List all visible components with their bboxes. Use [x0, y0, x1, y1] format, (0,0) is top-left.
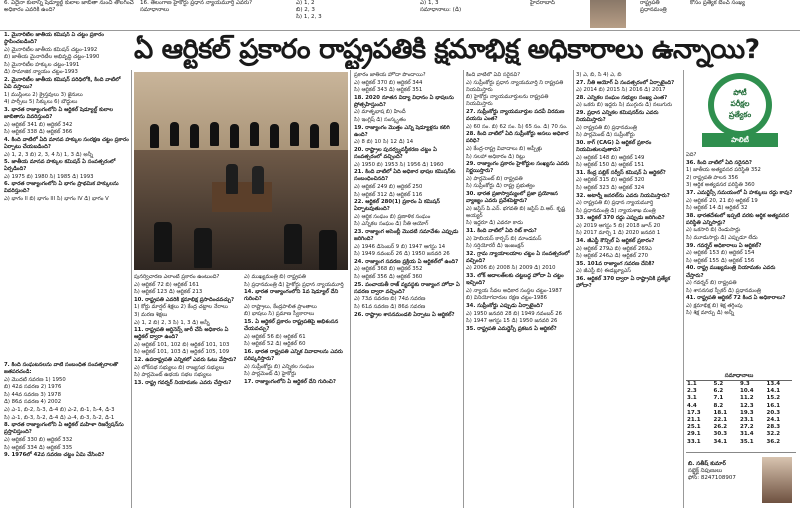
photo-speaker — [252, 166, 264, 194]
option-text: సి) ఆర్టికల్ 101, 103 డి) ఆర్టికల్ 105, 109 — [134, 349, 230, 356]
question-text: 5. జాతీయ మానవ హక్కుల కమిషన్ ఏ సంవత్సరంలో ఏర్పడింది? — [4, 159, 116, 173]
option-text: ఎ) ఆర్టికల్ 341 బి) ఆర్టికల్ 342 — [4, 121, 73, 128]
option-text: 2) రాష్ట్రపతి పాలన 356 — [686, 174, 739, 181]
author-phone: ఫోన్: 8247108907 — [688, 475, 736, 481]
column-4 — [466, 72, 571, 506]
answer-cell: 14.1 — [766, 388, 781, 395]
answer-row — [686, 395, 792, 402]
option-text: ఎ) ఆర్టికల్ 368 బి) ఆర్టికల్ 352 — [354, 266, 423, 273]
answer-cell: 19.3 — [740, 409, 754, 416]
question-text: 36. కింది వాటిలో ఏది సరైనది? — [686, 159, 752, 166]
option-text: 4) పార్సీలు 5) సిక్కులు 6) బౌద్ధులు — [4, 99, 78, 106]
photo-figure — [190, 124, 199, 148]
answer-cell: 21.1 — [687, 417, 701, 424]
option-text: ఎ) ఆర్టికల్ 148 బి) ఆర్టికల్ 149 — [576, 154, 645, 161]
question-text: 17. రాజ్యాంగంలోని ఏ ఆర్టికల్ దేని గురించి? — [244, 378, 336, 385]
answer-key-title: సమాధానాలు — [686, 372, 792, 381]
option-text: ఎ) మైనారిటీల జాతీయ కమిషన్ చట్టం-1992 — [4, 46, 98, 53]
question-text: 28. కింది వాటిలో ఏది సుప్రీంకోర్టు అసలు అధికార పరిధి? — [466, 131, 569, 145]
question-text: 14. భారత రాజ్యాంగంలోని 1వ షెడ్యూల్ దేని గురించి? — [244, 289, 339, 303]
question-text: 31. కేంద్ర పబ్లిక్ సర్వీస్ కమిషన్ ఏ ఆర్టికల్? — [576, 169, 666, 176]
answer-row — [686, 431, 792, 438]
option-text: ఎ) ఆర్టికల్ 20, 21 బి) ఆర్టికల్ 19 — [686, 197, 758, 204]
option-text: ఎ) 1975 బి) 1980 సి) 1985 డి) 1993 — [4, 173, 94, 180]
answer-cell: 22.1 — [713, 417, 728, 424]
option-text: ఎ) 2014 బి) 2015 సి) 2016 డి) 2017 — [576, 87, 666, 94]
answer-cell: 20.3 — [766, 409, 781, 416]
option-text: సి) ఆర్టికల్ 338 డి) ఆర్టికల్ 366 — [4, 129, 73, 136]
option-text: ఎ) హెబియస్ కార్పస్ బి) మాండమస్ — [466, 235, 542, 242]
question-text: 33. ఆర్టికల్ 370 రద్దు ఎప్పుడు జరిగింది? — [576, 215, 665, 222]
top-col-1: 6. ఏదైనా కులాన్ని షెడ్యూల్డ్ కులాల జాబితా నుంచి తొలగించే అధికారం ఎవరికి ఉంది? — [4, 0, 134, 13]
option-text: ఎ) మాతృభాష బి) హిందీ — [354, 109, 406, 116]
question-text: 29. రాజ్యాంగం ప్రకారం హైకోర్టుల సంఖ్యను ఎవరు నిర్ణయిస్తారు? — [466, 161, 570, 175]
column-rule — [573, 70, 574, 508]
question-text: 6. భారత రాజ్యాంగంలోని ఏ భాగం ప్రాథమిక హక్కులను వివరిస్తుంది? — [4, 181, 119, 195]
courtroom-photo — [134, 72, 348, 270]
question-text: 4. కింది వాటిలో ఏది మానవ హక్కుల సంరక్షణ చట్టం ప్రకారం ఏర్పాటు చేయబడింది? — [4, 136, 129, 150]
answer-cell: 12.3 — [740, 402, 754, 409]
option-text: సి) 1947 ఆగస్టు 15 డి) 1950 జనవరి 26 — [466, 318, 558, 325]
photo-audience — [319, 230, 337, 270]
answer-row — [686, 403, 792, 410]
option-text: ఎ) ఆర్టికల్ 330 బి) ఆర్టికల్ 332 — [4, 436, 73, 443]
option-text: సి) ఎన్నికల సంఘం డి) నీతి ఆయోగ్ — [354, 221, 429, 228]
option-text: ఎ) రాష్ట్రాలు, కేంద్రపాలిత ప్రాంతాలు — [244, 303, 317, 310]
answer-row — [686, 417, 792, 424]
option-text: సి) ఆర్టికల్ 312 డి) ఆర్టికల్ 116 — [354, 191, 423, 198]
answer-cell: 2.3 — [687, 388, 697, 395]
question-text: 32. అటార్నీ జనరల్‌ను ఎవరు నియమిస్తారు? — [576, 192, 670, 199]
option-text: బి) హైకోర్టు న్యాయమూర్తులను రాష్ట్రపతి నియమిస్తారు — [466, 94, 549, 108]
top-col-6: రాష్ట్రపతి ప్రధానమంత్రి — [640, 0, 667, 13]
answer-cell: 23.1 — [740, 417, 754, 424]
question-text: 23. రాజ్యాంగ అసెంబ్లీ మొదటి సమావేశం ఎప్పుడు జరిగింది? — [354, 228, 459, 243]
question-text: 3. భారత రాజ్యాంగంలోని ఏ ఆర్టికల్ షెడ్యూల్డ్ కులాల జాబితాను వివరిస్తుంది? — [4, 106, 113, 121]
option-text: 1) జాతీయ అత్యవసర పరిస్థితి 352 — [686, 167, 761, 174]
question-text: 1. మైనారిటీల జాతీయ కమిషన్ ఏ చట్టం ప్రకారం స్థాపించబడింది? — [4, 32, 104, 46]
option-text: 3) మరణ శిక్షలు — [134, 311, 168, 318]
column-5 — [576, 72, 681, 506]
top-col-4: ఎ) 1, 3 సమాధానాలు: (డి) — [420, 0, 462, 13]
option-text: సి) మూడుసార్లు డి) ఎప్పుడూ లేదు — [686, 235, 758, 242]
photo-figure — [170, 122, 179, 146]
option-text: ఎ) ఎ-1, బి-2, సి-3, డి-4 బి) ఎ-2, బి-1, సి-4, డి-3 — [4, 407, 115, 414]
question-text: 25. పంచాయతీ రాజ్ వ్యవస్థకు రాజ్యాంగ హోదా ఏ సవరణ ద్వారా వచ్చింది? — [354, 281, 460, 295]
question-text: 10. రాష్ట్రపతి ఎవరికి క్షమాభిక్ష ప్రసాదించవచ్చు? — [134, 296, 235, 303]
option-text: ఎ) రాష్ట్రపతి బి) ప్రధానమంత్రి — [576, 124, 637, 131]
option-text: సి) శాసనసభ స్పీకర్ డి) ప్రధానమంత్రి — [686, 287, 761, 294]
option-text: సి) ఆర్టికల్ 334 డి) ఆర్టికల్ 335 — [4, 444, 73, 451]
badge-text: పోటీ పరీక్షల ప్రత్యేకం — [728, 88, 752, 119]
column-6 — [686, 152, 794, 368]
option-text: ఎ) ఒకసారి బి) రెండుసార్లు — [686, 227, 741, 234]
option-text: సి) పార్లమెంట్ ఉభయ సభల సభ్యులు — [134, 372, 212, 379]
question-text: 7. కింది సంఘటనలను వాటి సంబంధిత సంవత్సరాలతో జతపరచండి: — [4, 362, 119, 376]
answer-cell: 13.4 — [766, 381, 781, 387]
question-text: 35. 101వ రాజ్యాంగ సవరణ దేనికి? — [576, 260, 655, 267]
photo-figure — [310, 124, 319, 148]
answer-row — [686, 381, 792, 388]
option-text: ఎ) సుప్రీంకోర్టు ప్రధాన న్యాయమూర్తి ని రాష్ట్రపతి నియమిస్తారు — [466, 79, 564, 93]
question-text: 36. ఆర్టికల్ 370 ద్వారా ఏ రాష్ట్రానికి ప్రత్యేక హోదా? — [576, 276, 671, 290]
answer-cell: 25.1 — [687, 424, 701, 431]
option-text: సి) మైనారిటీల హక్కుల చట్టం-1991 — [4, 61, 80, 68]
question-text: 33. లోక్ అదాలత్‌లకు చట్టబద్ధ హోదా ఏ చట్టం ఇచ్చింది? — [466, 273, 564, 287]
question-text: 21. కింది వాటిలో ఏది అధికార భాషల కమిషన్‌కు సంబంధించినది? — [354, 169, 456, 183]
option-text: సి) ఆర్టికల్ 52 డి) ఆర్టికల్ 60 — [244, 341, 306, 348]
option-text: సి) ఆర్టికల్ 150 డి) ఆర్టికల్ 151 — [576, 162, 645, 169]
question-text: 32. గ్రామ న్యాయాలయాల చట్టం ఏ సంవత్సరంలో వచ్చింది? — [466, 250, 570, 264]
photo-figure — [270, 124, 279, 148]
answer-cell: 4.4 — [687, 402, 697, 409]
option-text: ఎ) 60 సం. బి) 62 సం. సి) 65 సం. డి) 70 సం. — [466, 123, 568, 130]
photo-figure — [290, 122, 299, 146]
option-text: సి) ఆర్టికల్ 155 డి) ఆర్టికల్ 156 — [686, 257, 755, 264]
question-text: 13. రాష్ట్ర గవర్నర్ నియామకం ఎవరు చేస్తారు? — [134, 379, 232, 386]
answer-cell: 31.4 — [740, 431, 754, 438]
option-text: బి) జాతీయ మైనారిటీల అభివృద్ధి చట్టం-1990 — [4, 54, 100, 61]
answer-cell: 10.4 — [740, 388, 754, 395]
option-text: సి) సలహా అధికారం డి) రిట్లు — [466, 153, 525, 160]
top-col-3: ఎ) 1, 2 బి) 2, 3 సి) 1, 2, 3 — [296, 0, 322, 20]
option-text: ఎ) 73వ సవరణ బి) 74వ సవరణ — [354, 296, 426, 303]
top-col-2: 16. తెలంగాణ హైకోర్టు ప్రధాన న్యాయమూర్తి ఎవరు? సమాధానాలు — [140, 0, 253, 13]
question-text: 16. భారత రాష్ట్రపతి ఎన్నిక వివాదాలను ఎవరు పరిష్కరిస్తారు? — [244, 348, 343, 363]
question-text: 28. ఎన్నికల సంఘం సభ్యుల సంఖ్య ఎంత? — [576, 94, 668, 101]
photo-figure — [230, 124, 239, 148]
question-text: 35. రాష్ట్రపతి ఎమర్జెన్సీ ప్రకటన ఏ ఆర్టికల్? — [466, 325, 557, 332]
answer-cell: 8.2 — [713, 402, 724, 409]
column-rule — [683, 70, 684, 508]
option-text: సి) ఆర్టికల్ 14 డి) ఆర్టికల్ 32 — [686, 205, 748, 212]
question-text: 38. భారతదేశంలో ఇప్పటి వరకు ఆర్థిక అత్యవసర పరిస్థితి ఎన్నిసార్లు? — [686, 212, 789, 226]
option-text: ఎ) 8 బి) 10 సి) 12 డి) 14 — [354, 139, 414, 146]
option-text: బి) భాషలు సి) ప్రమాణ స్వీకారాలు — [244, 311, 315, 318]
option-text: ఎ) ఆర్థిక సంఘం బి) ప్రణాళిక సంఘం — [354, 213, 431, 220]
option-text: సి) పార్లమెంట్ డి) హైకోర్టు — [244, 371, 297, 378]
option-text: డి) 86వ సవరణ 4) 2002 — [4, 399, 62, 406]
option-text: సి) ఎ-1, బి-3, సి-2, డి-4 డి) ఎ-4, బి-3, సి-2, డి-1 — [4, 414, 115, 421]
option-text: సి) ప్రధానమంత్రి డి) న్యాయశాఖ మంత్రి — [576, 207, 656, 214]
question-text: 8. భారత రాజ్యాంగంలోని ఏ ఆర్టికల్ మహిళా రిజర్వేషన్‌ను ప్రస్తావిస్తుంది? — [4, 422, 124, 436]
option-text: ప్రకారం జాతీయ హోదా పొందాయి? — [354, 72, 426, 78]
answer-cell: 33.1 — [687, 438, 701, 445]
question-text: 9. 1976లో 42వ సవరణ చట్టం ఏమి చేసింది? — [4, 452, 105, 459]
option-text: ఎ) జస్టిస్ పి.ఎన్. భగవతి బి) జస్టిస్ వి.ఆర్. కృష్ణ అయ్యర్ — [466, 205, 566, 219]
option-text: ఎ) ఆర్టికల్ 153 బి) ఆర్టికల్ 154 — [686, 250, 755, 257]
author-box — [686, 452, 796, 507]
question-text: 20. రాష్ట్రాల పునర్వ్యవస్థీకరణ చట్టం ఏ సంవత్సరంలో వచ్చింది? — [354, 146, 437, 161]
option-text: సి) ఇద్దరూ డి) ఎవరూ కాదు — [466, 220, 523, 227]
option-text: సి) ఆర్టికల్ 123 డి) ఆర్టికల్ 213 — [134, 289, 203, 296]
option-text: 3) ఆర్థిక అత్యవసర పరిస్థితి 360 — [686, 182, 755, 189]
option-text: ఎ) ఆర్టికల్ 72 బి) ఆర్టికల్ 161 — [134, 281, 200, 288]
answer-cell: 6.2 — [713, 388, 724, 395]
photo-audience — [194, 228, 212, 268]
option-text: ఎ) 1, 2, 3 బి) 2, 3, 4 సి) 1, 3 డి) అన్నీ — [4, 151, 94, 158]
option-text: ఎ) 2019 ఆగస్టు 5 బి) 2018 జూన్ 20 — [576, 222, 661, 229]
polity-badge — [700, 73, 780, 149]
option-text: ఎ) ఆర్టికల్ 101, 102 బి) ఆర్టికల్ 101, 103 — [134, 341, 230, 348]
option-text: సి) ఆర్టికల్ 246ఎ డి) ఆర్టికల్ 270 — [576, 253, 648, 260]
answer-cell: 1.1 — [687, 381, 697, 387]
option-text: ఎ) న్యాయ సేవల అధికార సంస్థల చట్టం-1987 — [466, 287, 563, 294]
answer-cell: 5.2 — [713, 381, 724, 387]
option-text: సి) సర్షియోరరీ డి) ఇంజంక్షన్ — [466, 243, 524, 250]
answer-cell: 29.1 — [687, 431, 701, 438]
option-text: సి) సుప్రీంకోర్టు డి) రాష్ట్ర ప్రభుత్వం — [466, 183, 535, 190]
column-3 — [354, 72, 461, 506]
option-text: ఎ) 1950 బి) 1953 సి) 1956 డి) 1960 — [354, 161, 444, 168]
option-text: ఎ) ఆర్టికల్ 315 బి) ఆర్టికల్ 320 — [576, 177, 645, 184]
question-text: 30. కాగ్ (CAG) ఏ ఆర్టికల్ ప్రకారం నియమితులవుతారు? — [576, 139, 652, 153]
answer-cell: 34.1 — [713, 438, 728, 445]
option-text: బి) వినియోగదారుల రక్షణ చట్టం-1986 — [466, 295, 547, 302]
column-rule — [463, 70, 464, 508]
answer-cell: 17.3 — [687, 409, 701, 416]
answer-cell: 36.2 — [766, 438, 781, 445]
question-text: 29. ప్రధాన ఎన్నికల కమిషనర్‌ను ఎవరు నియమిస్తారు? — [576, 109, 659, 124]
answer-cell: 26.2 — [713, 424, 728, 431]
option-text: సి) 1949 నవంబర్ 26 డి) 1950 జనవరి 26 — [354, 251, 450, 258]
question-text: 22. ఆర్టికల్ 280(1) ప్రకారం ఏ కమిషన్ ఏర్పాటవుతుంది? — [354, 199, 440, 213]
option-text: కింది వాటిలో ఏవి సరైనవి? — [466, 72, 521, 78]
column-rule — [350, 70, 351, 508]
option-text: సి) 44వ సవరణ 3) 1978 — [4, 391, 61, 398]
question-text: 39. గవర్నర్ అధికారాలు ఏ ఆర్టికల్? — [686, 242, 762, 249]
option-text: సి) 61వ సవరణ డి) 86వ సవరణ — [354, 303, 426, 310]
option-text: ఎ) కేంద్ర-రాష్ట్ర వివాదాలు బి) అప్పీళ్లు — [466, 145, 543, 152]
column-2 — [134, 274, 348, 506]
top-col-7: కోసం ప్రత్యేక బెంచ్ సంఖ్య — [690, 0, 745, 6]
option-text: ఎ) భాగం II బి) భాగం III సి) భాగం IV డి) భాగం V — [4, 196, 109, 203]
answer-cell: 11.2 — [740, 395, 754, 402]
option-text: ఎ) రాష్ట్రపతి బి) ప్రధాన న్యాయమూర్తి — [576, 200, 654, 207]
question-text: 26. రాష్ట్రాల శాసనమండలి ఏర్పాటు ఏ ఆర్టికల్? — [354, 311, 455, 318]
option-text: ఎ) క్షమాభిక్ష బి) శిక్ష తగ్గింపు — [686, 302, 743, 309]
question-text: 37. ఎమర్జెన్సీ సమయంలో ఏ హక్కులు రద్దు కావు? — [686, 189, 793, 196]
author-name: బి. సతీష్ కుమార్ — [688, 461, 726, 467]
option-text: ఎ) లోక్‌సభ సభ్యులు బి) రాజ్యసభ సభ్యులు — [134, 364, 225, 371]
question-text: 27. నీతి ఆయోగ్ ఏ సంవత్సరంలో ఏర్పాటైంది? — [576, 79, 675, 86]
question-text: 40. రాష్ట్ర ముఖ్యమంత్రి నియామకం ఎవరు చేస్తారు? — [686, 265, 776, 279]
question-text: 31. కింది వాటిలో ఏది రిట్ కాదు? — [466, 227, 537, 234]
answer-table — [686, 381, 792, 446]
answer-cell: 18.1 — [713, 409, 728, 416]
photo-audience — [284, 224, 302, 264]
option-text: సి) ఇంగ్లిష్ డి) సంస్కృతం — [354, 117, 406, 124]
option-text: సి) ఆర్టికల్ 343 డి) ఆర్టికల్ 351 — [354, 87, 423, 94]
question-text: 30. భారత ప్రజాస్వామ్యంలో ప్రజా ప్రయోజన వ్యాజ్యం ఎవరు ప్రవేశపెట్టారు? — [466, 191, 558, 205]
option-text: ఎ) 1950 జనవరి 28 బి) 1949 నవంబర్ 26 — [466, 310, 562, 317]
answer-cell: 16.1 — [766, 402, 781, 409]
option-text: ఎ) జీఎస్టీ బి) ఈడబ్ల్యూఎస్ — [576, 268, 631, 275]
answer-cell: 28.3 — [766, 424, 781, 431]
question-text: 34. సుప్రీంకోర్టు ఎప్పుడు ఏర్పాటైంది? — [466, 302, 544, 309]
answer-key — [686, 372, 792, 444]
top-strip — [0, 0, 800, 31]
answer-row — [686, 388, 792, 395]
answer-cell: 3.1 — [687, 395, 697, 402]
question-text: 15. ఏ ఆర్టికల్ ప్రకారం రాష్ట్రపతిపై అభిశంసన చేయవచ్చు? — [244, 319, 339, 333]
author-photo — [762, 457, 792, 503]
article-headline: ఏ ఆర్టికల్ ప్రకారం రాష్ట్రపతికి క్షమాభిక్ష అధికారాలు ఉన్నాయి? — [134, 34, 760, 65]
option-text: సి) శిక్ష మార్పు డి) అన్నీ — [686, 310, 735, 317]
answer-cell: 15.2 — [766, 395, 781, 402]
column-1 — [4, 32, 129, 358]
badge-ribbon: పాలిటీ — [702, 133, 778, 147]
option-text: సి) పార్లమెంట్ డి) సుప్రీంకోర్టు — [576, 132, 635, 139]
answer-cell: 9.3 — [740, 381, 750, 387]
option-text: ఏది? — [686, 152, 697, 158]
question-text: 34. జీఎస్టీ కౌన్సిల్ ఏ ఆర్టికల్ ప్రకారం? — [576, 238, 655, 245]
option-text: సి) 2017 మార్చి 1 డి) 2020 జనవరి 1 — [576, 230, 661, 237]
option-text: 3) ఎ, బి, సి 4) ఎ, బి — [576, 72, 622, 78]
option-text: ఎ) ముఖ్యమంత్రి బి) రాష్ట్రపతి — [244, 274, 306, 280]
author-role: సబ్జెక్ట్ నిపుణులు — [688, 468, 723, 474]
question-text: 27. సుప్రీంకోర్టు న్యాయమూర్తుల పదవీ విరమణ వయసు ఎంత? — [466, 108, 565, 123]
option-text: ఎ) మొదటి సవరణ 1) 1950 — [4, 376, 66, 383]
option-text: బి) 42వ సవరణ 2) 1976 — [4, 384, 62, 391]
option-text: ఎ) ఆర్టికల్ 370 బి) ఆర్టికల్ 344 — [354, 79, 423, 86]
answer-cell: 32.2 — [766, 431, 781, 438]
answer-row — [686, 439, 792, 446]
answer-cell: 30.3 — [713, 431, 728, 438]
option-text: డి) సామాజిక న్యాయం చట్టం-1993 — [4, 69, 78, 76]
option-text: పునర్విచారణ ఎలాంటి ప్రకారం ఉంటుంది? — [134, 274, 220, 280]
answer-row — [686, 410, 792, 417]
option-text: ఎ) ఆర్టికల్ 249 బి) ఆర్టికల్ 250 — [354, 183, 423, 190]
answer-cell: 35.1 — [740, 438, 754, 445]
question-text: 24. రాజ్యాంగ సవరణ ప్రక్రియ ఏ ఆర్టికల్‌లో ఉంది? — [354, 258, 459, 265]
column-rule — [131, 70, 132, 508]
photo-figure — [150, 124, 159, 148]
question-text: 19. రాజ్యాంగం మొత్తం ఎన్ని షెడ్యూళ్లను కలిగి ఉంది? — [354, 124, 450, 138]
top-col-5: హైదరాబాద్ — [530, 0, 555, 6]
option-text: ఎ) పార్లమెంట్ బి) రాష్ట్రపతి — [466, 175, 523, 182]
option-text: సి) ఆర్టికల్ 356 డి) ఆర్టికల్ 360 — [354, 274, 423, 281]
option-text: 1) ముస్లింలు 2) క్రైస్తవులు 3) జైనులు — [4, 91, 83, 98]
question-text: 41. రాష్ట్రపతి ఆర్టికల్ 72 కింద ఏ అధికారాలు? — [686, 295, 786, 302]
question-text: 11. రాష్ట్రపతి ఆర్డినెన్స్ జారీ చేసే అధికారం ఏ ఆర్టికల్ ద్వారా ఉంది? — [134, 327, 229, 341]
option-text: 1) కోర్టు మార్షల్ శిక్షలు 2) కేంద్ర చట్టాల నేరాలు — [134, 304, 229, 311]
option-text: ఎ) సుప్రీంకోర్టు బి) ఎన్నికల సంఘం — [244, 363, 315, 370]
question-text: 2. మైనారిటీల జాతీయ కమిషన్ పరిధిలోకి, కింది వాటిలో ఏవి వస్తాయి? — [4, 77, 121, 91]
photo-figure — [330, 122, 339, 146]
option-text: సి) ఆర్టికల్ 323 డి) ఆర్టికల్ 324 — [576, 184, 645, 191]
answer-cell: 7.1 — [713, 395, 724, 402]
top-photo — [590, 0, 626, 28]
photo-figure — [210, 122, 219, 146]
option-text: ఎ) 1946 డిసెంబర్ 9 బి) 1947 ఆగస్టు 14 — [354, 243, 446, 250]
column-1b — [4, 362, 129, 506]
option-text: సి) ప్రధానమంత్రి డి) హైకోర్టు ప్రధాన న్యాయమూర్తి — [244, 281, 344, 288]
option-text: ఎ) 1, 2 బి) 2, 3 సి) 1, 3 డి) అన్నీ — [134, 319, 210, 326]
photo-audience — [154, 222, 172, 262]
option-text: ఎ) గవర్నర్ బి) రాష్ట్రపతి — [686, 280, 737, 287]
option-text: ఎ) ఆర్టికల్ 279ఎ బి) ఆర్టికల్ 269ఎ — [576, 245, 652, 252]
author-info — [688, 461, 758, 482]
option-text: ఎ) 2006 బి) 2008 సి) 2009 డి) 2010 — [466, 265, 556, 272]
answer-row — [686, 424, 792, 431]
answer-cell: 27.2 — [740, 424, 754, 431]
question-text: 12. ఉపరాష్ట్రపతి ఎన్నికలో ఎవరు ఓటు వేస్తారు? — [134, 357, 237, 364]
answer-cell: 24.1 — [766, 417, 781, 424]
option-text: ఎ) ఒకరు బి) ఇద్దరు సి) ముగ్గురు డి) నలుగురు — [576, 102, 673, 109]
question-text: 18. 2020 నూతన విద్యా విధానం ఏ భాషలను ప్రోత్సహిస్తుంది? — [354, 94, 454, 108]
option-text: ఎ) ఆర్టికల్ 56 బి) ఆర్టికల్ 61 — [244, 333, 306, 340]
photo-figure — [250, 122, 259, 146]
photo-speaker — [226, 164, 238, 194]
